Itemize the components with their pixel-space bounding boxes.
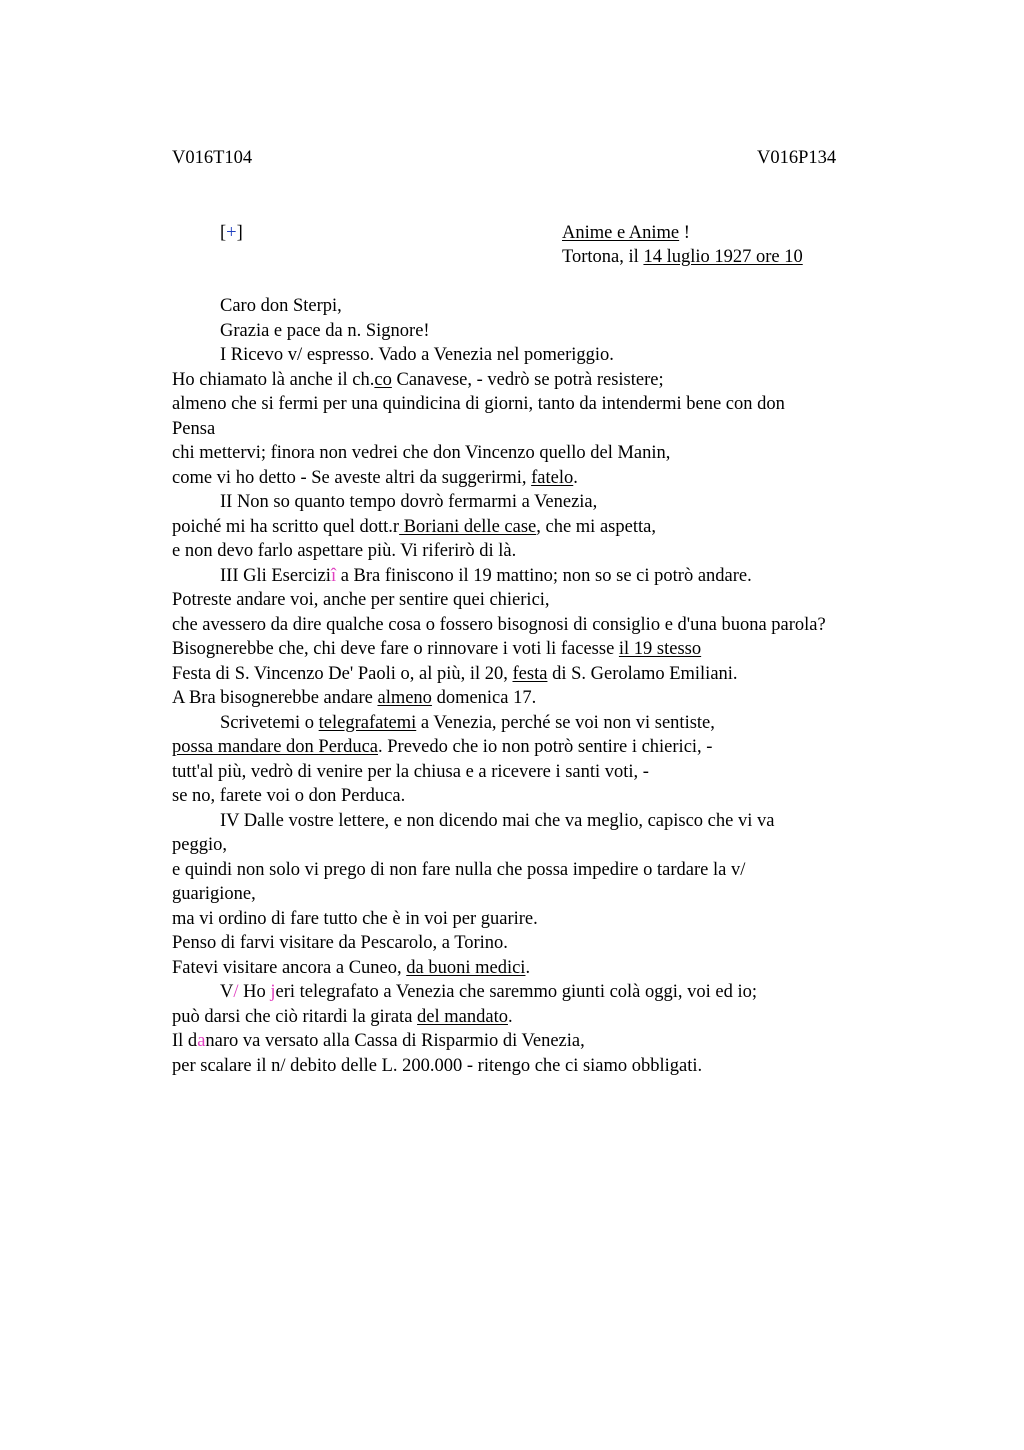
paragraph-3-line: A Bra bisognerebbe andare almeno domenica 17.: [172, 688, 537, 708]
document-code-left: V016T104: [172, 148, 253, 168]
letter-motto: [562, 221, 690, 245]
paragraph-3-line: che avessero da dire qualche cosa o fossero bisognosi di consiglio e d'una buona parola?: [172, 614, 826, 635]
paragraph-1-line: Ho chiamato là anche il ch.co Canavese, - vedrò se potrà resistere;: [172, 369, 664, 390]
paragraph-4-line: e quindi non solo vi prego di non fare nulla che possa impedire o tardare la v/: [172, 859, 746, 880]
paragraph-2-line: e non devo farlo aspettare più. Vi riferirò di là.: [172, 541, 517, 561]
paragraph-4-line: IV Dalle vostre lettere, e non dicendo mai che va meglio, capisco che vi va: [220, 810, 775, 831]
paragraph-1-line: Pensa: [172, 418, 216, 439]
plus-icon: +: [226, 223, 237, 243]
date-text: 14 luglio 1927 ore 10: [643, 247, 803, 267]
salutation: Caro don Sterpi,: [220, 296, 342, 316]
paragraph-3-line: tutt'al più, vedrò di venire per la chiusa e a ricevere i santi voti, -: [172, 761, 649, 782]
paragraph-2-line: II Non so quanto tempo dovrò fermarmi a Venezia,: [220, 492, 598, 512]
paragraph-1-line: I Ricevo v/ espresso. Vado a Venezia nel pomeriggio.: [220, 345, 614, 365]
paragraph-5-line: per scalare il n/ debito delle L. 200.000 - ritengo che ci siamo obbligati.: [172, 1055, 703, 1076]
paragraph-3-line: Scrivetemi o telegrafatemi a Venezia, perché se voi non vi sentiste,: [220, 712, 715, 733]
paragraph-4-line: Fatevi visitare ancora a Cuneo, da buoni medici.: [172, 957, 531, 978]
motto-text: Anime e Anime: [562, 223, 680, 243]
paragraph-1-line: chi mettervi; finora non vedrei che don Vincenzo quello del Manin,: [172, 443, 671, 463]
bracket-close: ]: [236, 223, 243, 243]
paragraph-4-line: peggio,: [172, 835, 227, 855]
place-text: Tortona, il: [562, 247, 644, 267]
paragraph-4-line: Penso di farvi visitare da Pescarolo, a Torino.: [172, 933, 508, 953]
paragraph-3-line: se no, farete voi o don Perduca.: [172, 786, 406, 806]
paragraph-4-line: guarigione,: [172, 884, 256, 904]
paragraph-3-line: possa mandare don Perduca. Prevedo che io non potrò sentire i chierici, -: [172, 737, 713, 757]
document-code-right: V016P134: [757, 148, 837, 168]
paragraph-2-line: poiché mi ha scritto quel dott.r Boriani delle case, che mi aspetta,: [172, 516, 656, 537]
paragraph-3-line: III Gli Eserciziî a Bra finiscono il 19 mattino; non so se ci potrò andare.: [220, 565, 752, 586]
paragraph-3-line: Bisognerebbe che, chi deve fare o rinnovare i voti li facesse il 19 stesso: [172, 639, 702, 659]
paragraph-5-line: V/ Ho jeri telegrafato a Venezia che saremmo giunti colà oggi, voi ed io;: [220, 982, 758, 1002]
paragraph-1-line: come vi ho detto - Se aveste altri da suggerirmi, fatelo.: [172, 467, 578, 488]
paragraph-4-line: ma vi ordino di fare tutto che è in voi per guarire.: [172, 908, 538, 929]
motto-suffix: !: [679, 223, 690, 243]
paragraph-5-line: può darsi che ciò ritardi la girata del mandato.: [172, 1006, 513, 1027]
letter-place-date: [562, 245, 803, 269]
bracket-open: [: [220, 223, 227, 243]
paragraph-1-line: almeno che si fermi per una quindicina di giorni, tanto da intendermi bene con don: [172, 394, 785, 414]
paragraph-3-line: Potreste andare voi, anche per sentire quei chierici,: [172, 590, 550, 610]
plus-marker: [220, 221, 243, 245]
letter-body: [172, 294, 912, 1078]
greeting: Grazia e pace da n. Signore!: [220, 320, 430, 341]
paragraph-3-line: Festa di S. Vincenzo De' Paoli o, al più, il 20, festa di S. Gerolamo Emiliani.: [172, 663, 738, 684]
paragraph-5-line: Il danaro va versato alla Cassa di Risparmio di Venezia,: [172, 1031, 585, 1051]
